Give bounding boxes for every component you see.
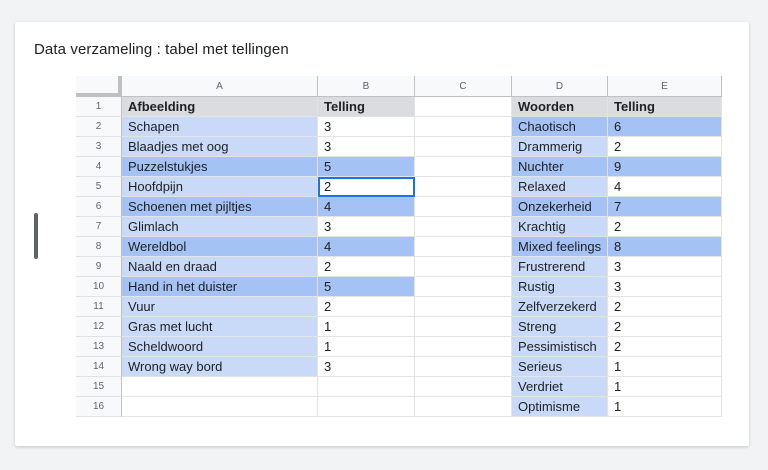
cell-d14[interactable]: Serieus bbox=[512, 357, 608, 377]
row-header[interactable]: 13 bbox=[76, 337, 122, 357]
row-header[interactable]: 14 bbox=[76, 357, 122, 377]
cell-c3[interactable] bbox=[415, 137, 512, 157]
cell-c12[interactable] bbox=[415, 317, 512, 337]
row-header[interactable]: 7 bbox=[76, 217, 122, 237]
cell-b13[interactable]: 1 bbox=[318, 337, 415, 357]
cell-a10[interactable]: Hand in het duister bbox=[122, 277, 318, 297]
cell-b9[interactable]: 2 bbox=[318, 257, 415, 277]
cell-b1[interactable]: Telling bbox=[318, 97, 415, 117]
cell-b8[interactable]: 4 bbox=[318, 237, 415, 257]
row-header[interactable]: 9 bbox=[76, 257, 122, 277]
row-header[interactable]: 8 bbox=[76, 237, 122, 257]
cell-e15[interactable]: 1 bbox=[608, 377, 722, 397]
cell-a15[interactable] bbox=[122, 377, 318, 397]
cell-d3[interactable]: Drammerig bbox=[512, 137, 608, 157]
cell-a16[interactable] bbox=[122, 397, 318, 417]
cell-b2[interactable]: 3 bbox=[318, 117, 415, 137]
cell-d5[interactable]: Relaxed bbox=[512, 177, 608, 197]
cell-e6[interactable]: 7 bbox=[608, 197, 722, 217]
cell-e2[interactable]: 6 bbox=[608, 117, 722, 137]
spreadsheet-grid bbox=[76, 76, 722, 446]
cell-e12[interactable]: 2 bbox=[608, 317, 722, 337]
cell-d13[interactable]: Pessimistisch bbox=[512, 337, 608, 357]
row-header[interactable]: 15 bbox=[76, 377, 122, 397]
cell-e13[interactable]: 2 bbox=[608, 337, 722, 357]
cell-a8[interactable]: Wereldbol bbox=[122, 237, 318, 257]
cell-c4[interactable] bbox=[415, 157, 512, 177]
cell-d8[interactable]: Mixed feelings bbox=[512, 237, 608, 257]
cell-c8[interactable] bbox=[415, 237, 512, 257]
cell-b6[interactable]: 4 bbox=[318, 197, 415, 217]
cell-d12[interactable]: Streng bbox=[512, 317, 608, 337]
cell-e7[interactable]: 2 bbox=[608, 217, 722, 237]
column-header-b[interactable]: B bbox=[318, 76, 415, 97]
cell-e11[interactable]: 2 bbox=[608, 297, 722, 317]
cell-e9[interactable]: 3 bbox=[608, 257, 722, 277]
row-header[interactable]: 10 bbox=[76, 277, 122, 297]
row-header[interactable]: 12 bbox=[76, 317, 122, 337]
cell-d6[interactable]: Onzekerheid bbox=[512, 197, 608, 217]
cell-e10[interactable]: 3 bbox=[608, 277, 722, 297]
cell-a11[interactable]: Vuur bbox=[122, 297, 318, 317]
row-header[interactable]: 16 bbox=[76, 397, 122, 417]
cell-b5[interactable]: 2 bbox=[318, 177, 415, 197]
cell-b15[interactable] bbox=[318, 377, 415, 397]
cell-c2[interactable] bbox=[415, 117, 512, 137]
column-header-a[interactable]: A bbox=[122, 76, 318, 97]
cell-e3[interactable]: 2 bbox=[608, 137, 722, 157]
cell-c1[interactable] bbox=[415, 97, 512, 117]
column-header-e[interactable]: E bbox=[608, 76, 722, 97]
cell-b14[interactable]: 3 bbox=[318, 357, 415, 377]
cell-d7[interactable]: Krachtig bbox=[512, 217, 608, 237]
cell-e8[interactable]: 8 bbox=[608, 237, 722, 257]
cell-d2[interactable]: Chaotisch bbox=[512, 117, 608, 137]
row-header[interactable]: 5 bbox=[76, 177, 122, 197]
cell-c7[interactable] bbox=[415, 217, 512, 237]
cell-b12[interactable]: 1 bbox=[318, 317, 415, 337]
column-header-d[interactable]: D bbox=[512, 76, 608, 97]
cell-c9[interactable] bbox=[415, 257, 512, 277]
cell-d15[interactable]: Verdriet bbox=[512, 377, 608, 397]
cell-e1[interactable]: Telling bbox=[608, 97, 722, 117]
cell-d10[interactable]: Rustig bbox=[512, 277, 608, 297]
cell-a4[interactable]: Puzzelstukjes bbox=[122, 157, 318, 177]
cell-c6[interactable] bbox=[415, 197, 512, 217]
cell-b16[interactable] bbox=[318, 397, 415, 417]
cell-a5[interactable]: Hoofdpijn bbox=[122, 177, 318, 197]
cell-b7[interactable]: 3 bbox=[318, 217, 415, 237]
cell-a9[interactable]: Naald en draad bbox=[122, 257, 318, 277]
cell-d16[interactable]: Optimisme bbox=[512, 397, 608, 417]
cell-d4[interactable]: Nuchter bbox=[512, 157, 608, 177]
cell-e4[interactable]: 9 bbox=[608, 157, 722, 177]
cell-b10[interactable]: 5 bbox=[318, 277, 415, 297]
row-header[interactable]: 6 bbox=[76, 197, 122, 217]
page-title: Data verzameling : tabel met tellingen bbox=[34, 41, 289, 58]
cell-b11[interactable]: 2 bbox=[318, 297, 415, 317]
cell-e14[interactable]: 1 bbox=[608, 357, 722, 377]
cell-b4[interactable]: 5 bbox=[318, 157, 415, 177]
cell-a14[interactable]: Wrong way bord bbox=[122, 357, 318, 377]
cell-c15[interactable] bbox=[415, 377, 512, 397]
cell-a2[interactable]: Schapen bbox=[122, 117, 318, 137]
select-all-corner[interactable] bbox=[76, 76, 122, 97]
cell-c16[interactable] bbox=[415, 397, 512, 417]
cell-a6[interactable]: Schoenen met pijltjes bbox=[122, 197, 318, 217]
column-header-c[interactable]: C bbox=[415, 76, 512, 97]
row-header[interactable]: 3 bbox=[76, 137, 122, 157]
cell-a3[interactable]: Blaadjes met oog bbox=[122, 137, 318, 157]
cell-a1[interactable]: Afbeelding bbox=[122, 97, 318, 117]
cell-c5[interactable] bbox=[415, 177, 512, 197]
cell-d1[interactable]: Woorden bbox=[512, 97, 608, 117]
row-drag-handle[interactable] bbox=[34, 213, 38, 259]
cell-c13[interactable] bbox=[415, 337, 512, 357]
row-header[interactable]: 2 bbox=[76, 117, 122, 137]
cell-e5[interactable]: 4 bbox=[608, 177, 722, 197]
row-header[interactable]: 11 bbox=[76, 297, 122, 317]
cell-d11[interactable]: Zelfverzekerd bbox=[512, 297, 608, 317]
cell-c14[interactable] bbox=[415, 357, 512, 377]
row-header[interactable]: 1 bbox=[76, 97, 122, 117]
cell-b3[interactable]: 3 bbox=[318, 137, 415, 157]
cell-c11[interactable] bbox=[415, 297, 512, 317]
cell-a13[interactable]: Scheldwoord bbox=[122, 337, 318, 357]
cell-d9[interactable]: Frustrerend bbox=[512, 257, 608, 277]
row-header[interactable]: 4 bbox=[76, 157, 122, 177]
spreadsheet bbox=[76, 76, 722, 446]
cell-a12[interactable]: Gras met lucht bbox=[122, 317, 318, 337]
cell-c10[interactable] bbox=[415, 277, 512, 297]
cell-a7[interactable]: Glimlach bbox=[122, 217, 318, 237]
cell-e16[interactable]: 1 bbox=[608, 397, 722, 417]
card bbox=[15, 22, 749, 446]
